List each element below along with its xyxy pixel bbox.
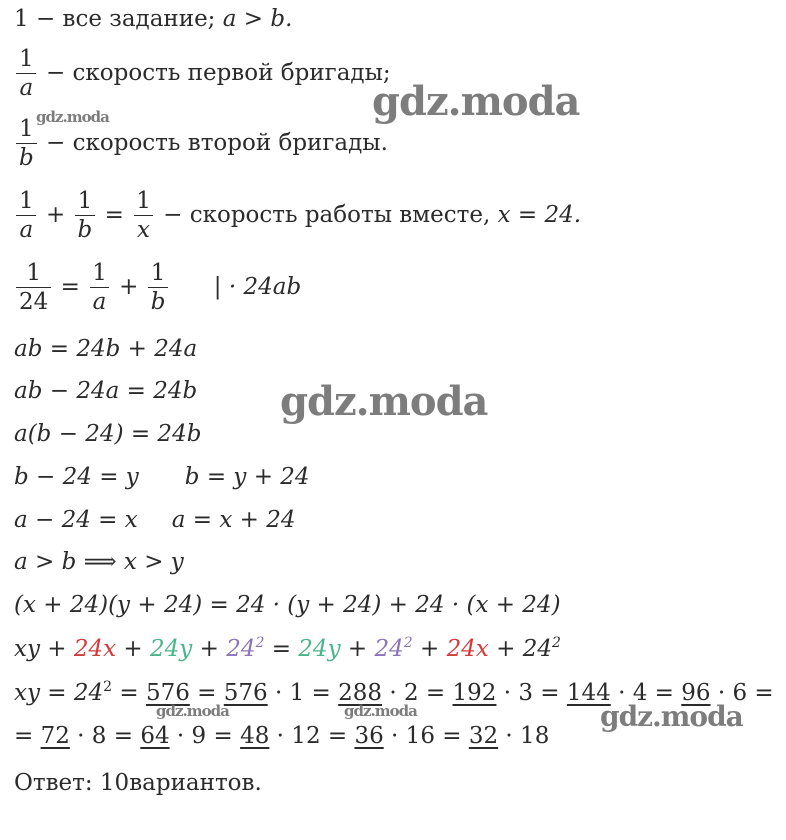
fraction [89,262,110,314]
term-24x: 24x [73,636,117,662]
line-6: ab = 24b + 24a [14,336,198,362]
underlined-number: 48 [240,723,270,749]
text-part: · 16 = [383,723,469,749]
underlined-number: 36 [354,723,384,749]
term-24y: 24y [298,636,341,662]
underlined-number: 144 [566,680,611,706]
line-3-text: − скорость второй бригады. [38,130,388,156]
text-part: · 18 [498,723,550,749]
fraction [75,190,96,242]
underlined-number: 72 [40,723,70,749]
text-part: = [14,723,41,749]
fraction [133,190,154,242]
text-part: · 9 = [169,723,241,749]
text-part: + 24 [488,636,552,662]
text-part: xy + [14,636,74,662]
line-15 [14,725,549,748]
fraction-den: 24 [16,287,51,314]
watermark: gdz.moda [372,78,580,125]
exponent: 2 [103,679,113,695]
watermark: gdz.moda [344,702,417,720]
text-part: · 1 = [267,680,339,706]
line-9-left: b − 24 = y [14,464,139,490]
underlined-number: 576 [223,680,268,706]
fraction-den: a [16,73,36,100]
fraction [148,262,169,314]
answer-line: Ответ: 10вариантов. [14,770,262,796]
fraction-num: 1 [19,116,34,142]
fraction-den: b [148,287,169,314]
line-4-condition: x = 24. [497,202,582,228]
fraction-num: 1 [77,188,93,214]
text-part: = [264,636,299,662]
fraction [16,190,37,242]
fraction-num: 1 [19,188,34,214]
text-part: · 4 = [610,680,682,706]
text-part: · 6 = [710,680,774,706]
watermark: gdz.moda [156,702,229,720]
exponent: 2 [255,635,265,651]
text-part: xy = 24 [14,680,104,706]
watermark: gdz.moda [36,108,109,126]
underlined-number: 64 [140,723,170,749]
fraction-den: a [16,215,36,242]
text-part: = [189,680,224,706]
underlined-number: 32 [468,723,499,749]
underlined-number: 96 [681,680,711,706]
underlined-number: 192 [452,680,497,706]
fraction-1-over-b [16,118,37,170]
fraction-num: 1 [92,260,107,286]
text-part: · 8 = [69,723,141,749]
line-1-condition: a > b. [222,6,293,32]
operator: = [104,202,124,228]
line-9-right: b = y + 24 [184,464,310,490]
line-2 [14,48,391,100]
text-part: + [116,636,151,662]
line-10-right: a = x + 24 [171,507,296,533]
text-part: 24 [374,636,404,662]
text-part: = [112,680,146,706]
line-4-text: − скорость работы вместе, [155,202,498,228]
fraction-num: 1 [150,260,166,286]
watermark: gdz.moda [600,700,743,733]
exponent: 2 [552,635,561,651]
line-4 [14,190,581,242]
line-10 [14,509,296,532]
text-part: · 12 = [269,723,355,749]
fraction-num: 1 [26,260,41,286]
fraction-den: b [16,143,37,170]
exponent: 2 [403,635,413,651]
fraction-num: 1 [19,46,34,72]
text-part: + [412,636,447,662]
term-24-squared [374,636,412,662]
line-1-text: 1 − все задание; [14,6,223,32]
line-2-text: − скорость первой бригады; [38,60,391,86]
line-9 [14,466,310,489]
fraction-den: a [90,287,110,314]
line-12: (x + 24)(y + 24) = 24 · (y + 24) + 24 · (x + 24) [14,592,561,618]
fraction-den: x [134,215,153,242]
line-7: ab − 24a = 24b [14,378,198,404]
text-part: · 2 = [382,680,453,706]
line-8: a(b − 24) = 24b [14,421,202,447]
text-part: · 3 = [496,680,567,706]
line-13 [14,636,561,661]
operator: = [60,274,80,300]
underlined-number: 288 [338,680,383,706]
term-24x: 24x [446,636,489,662]
text-part: + [192,636,227,662]
fraction [16,262,51,314]
term-24-squared [226,636,264,662]
operator: + [119,274,139,300]
line-5 [14,262,301,314]
fraction-1-over-a [16,48,37,100]
underlined-number: 576 [145,680,190,706]
fraction-den: b [75,215,96,242]
text-part: 24 [226,636,256,662]
fraction-num: 1 [136,188,151,214]
line-10-left: a − 24 = x [14,507,138,533]
operator: + [45,202,66,228]
text-part: + [340,636,375,662]
term-24y: 24y [150,636,193,662]
multiply-note: | · 24ab [213,274,302,300]
line-1 [14,8,292,31]
watermark: gdz.moda [280,378,488,425]
line-11: a > b ⟹ x > y [14,549,184,575]
